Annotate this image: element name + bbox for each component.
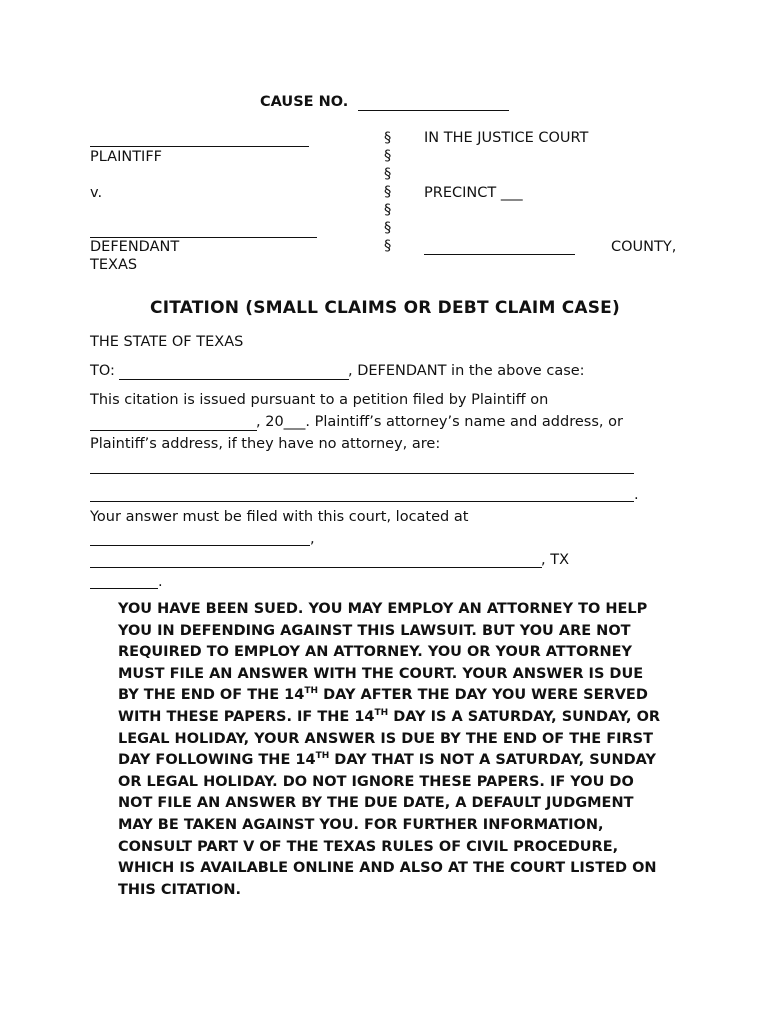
answer-location-text: Your answer must be filed with this court, located at [90,509,469,525]
comma: , [310,531,315,547]
section-symbol: § [384,202,392,218]
period: . [634,487,639,503]
lawsuit-warning [118,599,663,901]
to-suffix: , DEFENDANT in the above case: [348,363,585,379]
attorney-address-field[interactable] [90,501,634,502]
tx-suffix: , TX [541,552,570,568]
versus-label: v. [90,185,103,201]
court-city-field[interactable] [90,567,542,568]
warning-text: DAY THAT IS NOT A SATURDAY, SUNDAY OR LEGAL HOLIDAY. DO NOT IGNORE THESE PAPERS. IF YOU DO NOT FILE AN ANSWER BY THE DUE DATE, A DEFAULT JUDGMENT MAY BE TAKEN AGAINST YOU. FOR FURTHER INFORMATION, CONSULT PART V OF THE TEXAS RULES OF CIVIL PROCEDURE, WHICH IS AVAILABLE ONLINE AND ALSO AT THE COURT LISTED ON THIS CITATION. [118,752,657,898]
section-symbol: § [384,148,392,164]
court-label: IN THE JUSTICE COURT [424,130,589,146]
section-symbol: § [384,184,392,200]
section-symbol: § [384,130,392,146]
petition-year-text: , 20___. Plaintiff’s attorney’s name and address, or [256,414,623,430]
warning-text: YOU HAVE BEEN SUED. YOU MAY EMPLOY AN ATTORNEY TO HELP YOU IN DEFENDING AGAINST THIS LAWSUIT. BUT YOU ARE NOT REQUIRED TO EMPLOY AN ATTORNEY. YOU OR YOUR ATTORNEY MUST FILE AN ANSWER WITH THE COURT. YOUR ANSWER IS DUE BY THE END OF THE 14 [118,601,648,704]
county-label: COUNTY, [611,239,677,255]
defendant-to-field[interactable] [119,379,349,380]
warning-text: DAY AFTER THE DAY YOU WERE SERVED WITH THESE PAPERS. IF THE 14 [118,687,648,725]
state-of-texas: THE STATE OF TEXAS [90,334,244,350]
plaintiff-label: PLAINTIFF [90,149,163,165]
period: . [158,574,163,590]
court-address-field[interactable] [90,545,310,546]
ordinal-suffix: TH [304,686,319,697]
cause-no-label: CAUSE NO. [260,94,349,110]
petition-text: Plaintiff’s address, if they have no attorney, are: [90,436,441,452]
petition-text: This citation is issued pursuant to a petition filed by Plaintiff on [90,392,549,408]
precinct-label: PRECINCT ___ [424,185,523,201]
page-title: CITATION (SMALL CLAIMS OR DEBT CLAIM CASE) [150,298,620,318]
county-name-field[interactable] [424,254,575,255]
section-symbol: § [384,220,392,236]
texas-label: TEXAS [90,257,138,273]
plaintiff-name-field[interactable] [90,146,309,147]
section-symbol: § [384,166,392,182]
warning-text: DAY IS A SATURDAY, SUNDAY, OR LEGAL HOLIDAY, YOUR ANSWER IS DUE BY THE END OF THE FIRST DAY FOLLOWING THE 14 [118,708,661,769]
defendant-label: DEFENDANT [90,239,180,255]
ordinal-suffix: TH [315,751,330,762]
court-zip-field[interactable] [90,588,158,589]
to-label: TO: [90,363,115,379]
section-symbol: § [384,238,392,254]
petition-date-field[interactable] [90,430,257,431]
attorney-address-field[interactable] [90,473,634,474]
cause-no-field[interactable] [358,110,509,111]
ordinal-suffix: TH [374,707,389,718]
